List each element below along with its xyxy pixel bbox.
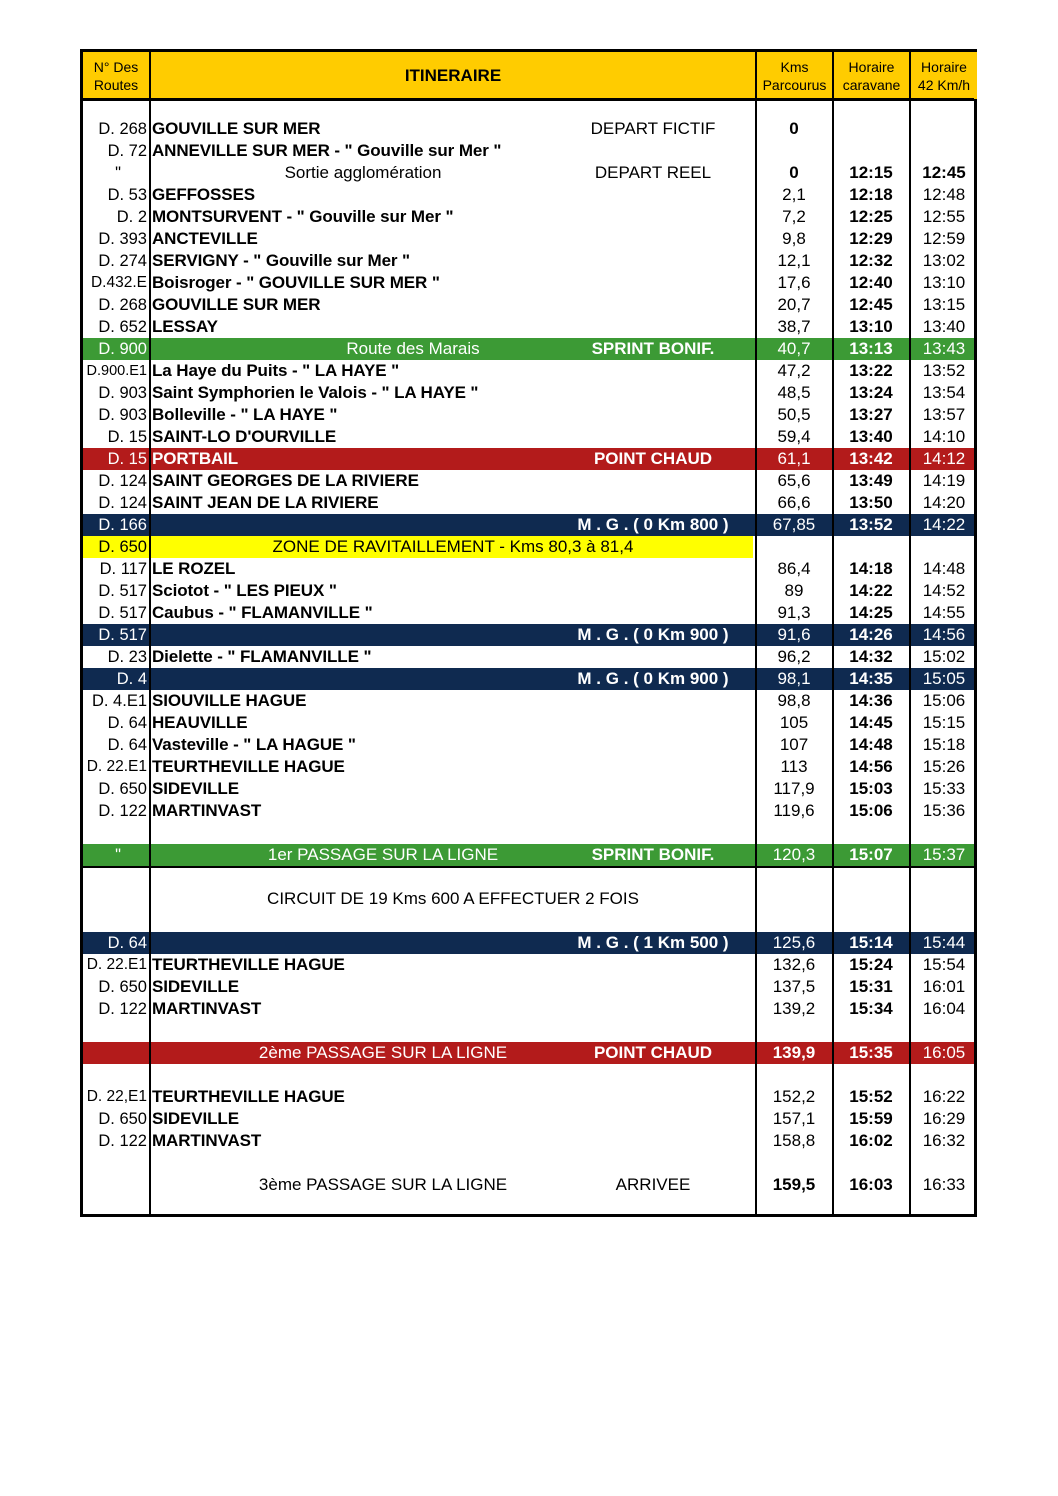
route-number: D. 64: [107, 934, 147, 952]
route-number: D. 517: [98, 604, 147, 622]
km-value: 117,9: [773, 779, 815, 798]
header-42kmh-line1: Horaire: [921, 58, 967, 75]
km-value: 0: [789, 119, 799, 138]
km-value: 48,5: [777, 383, 811, 402]
table-row: [83, 756, 974, 778]
time-42kmh: 14:19: [922, 471, 966, 490]
caravan-time: 15:03: [849, 779, 893, 798]
time-42kmh: 15:36: [922, 801, 966, 820]
route-number: D. 650: [98, 1110, 147, 1128]
route-number: D. 15: [107, 428, 147, 446]
time-42kmh: 15:33: [922, 779, 966, 798]
place-name: Dielette - " FLAMANVILLE ": [152, 647, 372, 666]
table-row-mg: [83, 668, 974, 690]
time-42kmh: 13:57: [922, 405, 966, 424]
route-number: D.432.E: [90, 274, 147, 291]
place-name: TEURTHEVILLE HAGUE: [152, 1087, 345, 1106]
caravan-time: 13:22: [849, 361, 893, 380]
table-row: [83, 976, 974, 998]
row-note: ARRIVEE: [615, 1175, 691, 1194]
time-42kmh: 13:43: [922, 339, 966, 358]
km-value: 9,8: [782, 229, 806, 248]
time-42kmh: 13:52: [922, 361, 966, 380]
time-42kmh: 14:48: [922, 559, 966, 578]
time-42kmh: 12:48: [922, 185, 966, 204]
caravan-time: 15:07: [849, 845, 893, 864]
km-value: 107: [779, 735, 809, 754]
place-name: MARTINVAST: [152, 999, 262, 1018]
caravan-time: 14:25: [849, 603, 893, 622]
km-value: 47,2: [777, 361, 811, 380]
time-42kmh: 14:22: [922, 515, 966, 534]
place-name: MARTINVAST: [152, 1131, 262, 1150]
row-note: DEPART REEL: [594, 163, 712, 182]
table-row: [83, 316, 974, 338]
caravan-time: 12:45: [849, 295, 893, 314]
km-value: 7,2: [782, 207, 806, 226]
table-row: [83, 404, 974, 426]
row-note: M . G . ( 1 Km 500 ): [577, 933, 729, 952]
caravan-time: 15:14: [849, 933, 893, 952]
table-row: [83, 294, 974, 316]
table-row: [83, 646, 974, 668]
caravan-time: 16:03: [849, 1175, 893, 1194]
route-number: D. 122: [98, 802, 147, 820]
table-row: [83, 360, 974, 382]
row-note: POINT CHAUD: [593, 1043, 713, 1062]
km-value: 86,4: [777, 559, 811, 578]
time-42kmh: 13:40: [922, 317, 966, 336]
km-value: 120,3: [772, 845, 816, 864]
time-42kmh: 14:55: [922, 603, 966, 622]
km-value: 113: [780, 757, 808, 776]
km-value: 38,7: [777, 317, 811, 336]
km-value: 0: [789, 163, 799, 182]
time-42kmh: 13:10: [922, 273, 966, 292]
table-row: [83, 162, 974, 184]
km-value: 132,6: [772, 955, 816, 974]
divider-caravan: [909, 52, 911, 1214]
caravan-time: 12:18: [849, 185, 893, 204]
km-value: 50,5: [777, 405, 811, 424]
place-name: GOUVILLE SUR MER: [152, 119, 321, 138]
route-number: D. 4: [116, 670, 147, 688]
time-42kmh: 16:05: [922, 1043, 966, 1062]
caravan-time: 13:24: [849, 383, 893, 402]
place-name: Route des Marais: [346, 339, 480, 358]
km-value: 152,2: [772, 1087, 816, 1106]
table-row: [83, 1086, 974, 1108]
route-number: D. 166: [98, 516, 147, 534]
time-42kmh: 16:04: [922, 999, 966, 1018]
caravan-time: 12:32: [849, 251, 893, 270]
place-name: Saint Symphorien le Valois - " LA HAYE ": [152, 383, 479, 402]
table-row: [83, 118, 974, 140]
divider-itinerary: [755, 52, 757, 1214]
place-name: Caubus - " FLAMANVILLE ": [152, 603, 373, 622]
caravan-time: 14:45: [849, 713, 893, 732]
km-value: 65,6: [777, 471, 811, 490]
route-number: D. 117: [99, 560, 147, 578]
row-note: DEPART FICTIF: [590, 119, 716, 138]
caravan-time: 12:25: [849, 207, 893, 226]
table-row: [83, 184, 974, 206]
km-value: 96,2: [777, 647, 811, 666]
table-row: [83, 250, 974, 272]
header-caravan-line1: Horaire: [848, 58, 895, 75]
table-row-point-chaud: [83, 448, 974, 470]
table-row: [83, 690, 974, 712]
caravan-time: 12:29: [849, 229, 893, 248]
table-row-finish: [83, 1174, 974, 1196]
caravan-time: 14:48: [849, 735, 893, 754]
place-name: La Haye du Puits - " LA HAYE ": [152, 361, 400, 380]
route-number: D. 22,E1: [86, 1088, 147, 1105]
table-row: [83, 272, 974, 294]
time-42kmh: 15:37: [922, 845, 966, 864]
route-number: D. 124: [98, 472, 147, 490]
place-name: MARTINVAST: [152, 801, 262, 820]
route-number: D. 15: [107, 450, 147, 468]
place-name: Bolleville - " LA HAYE ": [152, 405, 338, 424]
header-divider: [83, 98, 974, 101]
caravan-time: 14:22: [849, 581, 893, 600]
row-note: POINT CHAUD: [593, 449, 713, 468]
table-row-mg: [83, 932, 974, 954]
place-name: PORTBAIL: [152, 449, 239, 468]
km-value: 89: [784, 581, 804, 600]
table-row: [83, 1108, 974, 1130]
time-42kmh: 14:52: [922, 581, 966, 600]
caravan-time: 16:02: [849, 1131, 893, 1150]
place-name: SIDEVILLE: [152, 779, 239, 798]
caravan-time: 15:52: [849, 1087, 893, 1106]
place-name: SAINT GEORGES DE LA RIVIERE: [152, 471, 419, 490]
caravan-time: 14:26: [849, 625, 893, 644]
header-routes-line2: Routes: [93, 76, 139, 93]
row-note: M . G . ( 0 Km 900 ): [577, 625, 729, 644]
km-value: 91,3: [777, 603, 811, 622]
time-42kmh: 14:20: [922, 493, 966, 512]
km-value: 2,1: [782, 185, 806, 204]
place-name: ANNEVILLE SUR MER - " Gouville sur Mer ": [152, 141, 502, 160]
place-name: GEFFOSSES: [152, 185, 256, 204]
place-name: HEAUVILLE: [152, 713, 248, 732]
table-row: [83, 492, 974, 514]
header-42kmh-line2: 42 Km/h: [917, 76, 971, 93]
route-number: D. 2: [116, 208, 147, 226]
time-42kmh: 13:54: [922, 383, 966, 402]
header-caravan: [834, 52, 909, 99]
caravan-time: 13:52: [849, 515, 893, 534]
caravan-time: 15:59: [849, 1109, 893, 1128]
km-value: 137,5: [772, 977, 816, 996]
table-row-sprint: [83, 844, 974, 866]
route-number: D. 53: [107, 186, 147, 204]
km-value: 59,4: [777, 427, 811, 446]
km-value: 158,8: [772, 1131, 816, 1150]
header-itinerary: ITINERAIRE: [151, 52, 755, 99]
time-42kmh: 15:06: [922, 691, 966, 710]
km-value: 159,5: [772, 1175, 816, 1194]
row-note: M . G . ( 0 Km 900 ): [577, 669, 729, 688]
place-name: Boisroger - " GOUVILLE SUR MER ": [152, 273, 440, 292]
time-42kmh: 15:02: [922, 647, 966, 666]
route-number: D. 268: [98, 120, 147, 138]
table-row: [83, 382, 974, 404]
table-row-sprint: [83, 338, 974, 360]
row-note: SPRINT BONIF.: [591, 845, 715, 864]
km-value: 20,7: [777, 295, 811, 314]
km-value: 105: [779, 713, 809, 732]
km-value: 12,1: [777, 251, 811, 270]
place-name: SAINT-LO D'OURVILLE: [152, 427, 337, 446]
route-number: D. 650: [98, 538, 147, 556]
header-km: [757, 52, 832, 99]
table-row: [83, 140, 974, 162]
row-note: SPRINT BONIF.: [591, 339, 715, 358]
km-value: 40,7: [777, 339, 811, 358]
caravan-time: 13:42: [849, 449, 893, 468]
place-name: MONTSURVENT - " Gouville sur Mer ": [152, 207, 454, 226]
route-number: D. 64: [107, 714, 147, 732]
time-42kmh: 15:18: [922, 735, 966, 754]
table-row: [83, 602, 974, 624]
header-routes: [83, 52, 149, 99]
route-number: D. 517: [98, 626, 147, 644]
table-row: [83, 228, 974, 250]
time-42kmh: 12:45: [922, 163, 966, 182]
time-42kmh: 15:15: [922, 713, 966, 732]
caravan-time: 13:13: [849, 339, 893, 358]
table-row: [83, 954, 974, 976]
caravan-time: 13:27: [849, 405, 893, 424]
place-name: SERVIGNY - " Gouville sur Mer ": [152, 251, 411, 270]
caravan-time: 13:50: [849, 493, 893, 512]
place-name: ANCTEVILLE: [152, 229, 258, 248]
header-caravan-line2: caravane: [842, 76, 901, 93]
table-row: [83, 426, 974, 448]
caravan-time: 14:56: [849, 757, 893, 776]
time-42kmh: 15:05: [922, 669, 966, 688]
place-name: SAINT JEAN DE LA RIVIERE: [152, 493, 379, 512]
route-number: D. 274: [98, 252, 147, 270]
table-row: [83, 998, 974, 1020]
table-row: [83, 580, 974, 602]
place-name: LE ROZEL: [152, 559, 236, 578]
place-name: SIDEVILLE: [152, 977, 239, 996]
caravan-time: 15:31: [849, 977, 893, 996]
time-42kmh: 12:55: [922, 207, 966, 226]
time-42kmh: 12:59: [922, 229, 966, 248]
header-routes-line1: N° Des: [93, 58, 139, 75]
route-number: D.900.E1: [86, 363, 147, 379]
caravan-time: 14:35: [849, 669, 893, 688]
table-row: [83, 470, 974, 492]
place-name: ZONE DE RAVITAILLEMENT - Kms 80,3 à 81,4: [272, 537, 634, 556]
table-row-circuit: [83, 888, 974, 910]
caravan-time: 14:18: [849, 559, 893, 578]
table-row: [83, 712, 974, 734]
route-number: D. 650: [98, 780, 147, 798]
place-name: 2ème PASSAGE SUR LA LIGNE: [258, 1043, 508, 1062]
place-name: 1er PASSAGE SUR LA LIGNE: [267, 845, 499, 864]
caravan-time: 15:34: [849, 999, 893, 1018]
place-name: Vasteville - " LA HAGUE ": [152, 735, 356, 754]
km-value: 125,6: [772, 933, 816, 952]
row-divider: [83, 866, 974, 868]
place-name: GOUVILLE SUR MER: [152, 295, 321, 314]
place-name: TEURTHEVILLE HAGUE: [152, 955, 345, 974]
time-42kmh: 16:32: [922, 1131, 966, 1150]
itinerary-table: [80, 49, 977, 1217]
place-name: Sortie agglomération: [284, 163, 442, 182]
place-name: TEURTHEVILLE HAGUE: [152, 757, 345, 776]
divider-route: [149, 52, 151, 1214]
route-number: ": [115, 846, 121, 864]
route-number: D. 900: [98, 340, 147, 358]
time-42kmh: 16:29: [922, 1109, 966, 1128]
table-row: [83, 1130, 974, 1152]
table-row-mg: [83, 514, 974, 536]
table-row-point-chaud: [83, 1042, 974, 1064]
table-row: [83, 778, 974, 800]
place-name: Sciotot - " LES PIEUX ": [152, 581, 337, 600]
route-number: D. 64: [107, 736, 147, 754]
km-value: 91,6: [777, 625, 811, 644]
table-row-mg: [83, 624, 974, 646]
route-number: D. 393: [98, 230, 147, 248]
route-number: D. 4.E1: [91, 692, 147, 710]
time-42kmh: 16:33: [922, 1175, 966, 1194]
table-row: [83, 558, 974, 580]
route-number: D. 23: [107, 648, 147, 666]
route-number: D. 650: [98, 978, 147, 996]
place-name: CIRCUIT DE 19 Kms 600 A EFFECTUER 2 FOIS: [267, 889, 639, 908]
place-name: LESSAY: [152, 317, 218, 336]
table-row: [83, 734, 974, 756]
km-value: 139,9: [772, 1043, 816, 1062]
caravan-time: 15:35: [849, 1043, 893, 1062]
route-number: D. 268: [98, 296, 147, 314]
route-number: D. 22.E1: [86, 758, 147, 775]
route-number: D. 22.E1: [86, 956, 147, 973]
time-42kmh: 14:12: [922, 449, 966, 468]
route-number: D. 652: [98, 318, 147, 336]
route-number: D. 903: [98, 384, 147, 402]
caravan-time: 15:24: [849, 955, 893, 974]
caravan-time: 13:10: [849, 317, 893, 336]
time-42kmh: 16:22: [922, 1087, 966, 1106]
divider-km: [832, 52, 834, 1214]
km-value: 17,6: [777, 273, 811, 292]
km-value: 119,6: [773, 801, 815, 820]
km-value: 157,1: [772, 1109, 816, 1128]
time-42kmh: 15:26: [922, 757, 966, 776]
caravan-time: 13:49: [849, 471, 893, 490]
km-value: 67,85: [772, 515, 816, 534]
route-number: D. 122: [98, 1132, 147, 1150]
caravan-time: 12:15: [849, 163, 893, 182]
caravan-time: 13:40: [849, 427, 893, 446]
time-42kmh: 14:10: [922, 427, 966, 446]
km-value: 98,1: [777, 669, 811, 688]
table-row: [83, 206, 974, 228]
time-42kmh: 16:01: [922, 977, 966, 996]
caravan-time: 14:36: [849, 691, 893, 710]
caravan-time: 14:32: [849, 647, 893, 666]
route-number: D. 903: [98, 406, 147, 424]
header-km-line1: Kms: [780, 58, 809, 75]
km-value: 98,8: [777, 691, 811, 710]
time-42kmh: 15:54: [922, 955, 966, 974]
time-42kmh: 15:44: [922, 933, 966, 952]
table-row-ravitaillement: [83, 536, 974, 558]
km-value: 139,2: [772, 999, 816, 1018]
km-value: 61,1: [777, 449, 811, 468]
place-name: SIOUVILLE HAGUE: [152, 691, 307, 710]
place-name: SIDEVILLE: [152, 1109, 239, 1128]
place-name: 3ème PASSAGE SUR LA LIGNE: [258, 1175, 508, 1194]
km-value: 66,6: [777, 493, 811, 512]
table-row: [83, 800, 974, 822]
route-number: D. 122: [98, 1000, 147, 1018]
time-42kmh: 13:02: [922, 251, 966, 270]
route-number: D. 124: [98, 494, 147, 512]
route-number: D. 517: [98, 582, 147, 600]
route-number: ": [115, 164, 121, 182]
caravan-time: 15:06: [849, 801, 893, 820]
caravan-time: 12:40: [849, 273, 893, 292]
time-42kmh: 14:56: [922, 625, 966, 644]
time-42kmh: 13:15: [922, 295, 966, 314]
row-note: M . G . ( 0 Km 800 ): [577, 515, 729, 534]
header-42kmh: [911, 52, 977, 99]
header-km-line2: Parcourus: [762, 76, 827, 93]
route-number: D. 72: [107, 142, 147, 160]
